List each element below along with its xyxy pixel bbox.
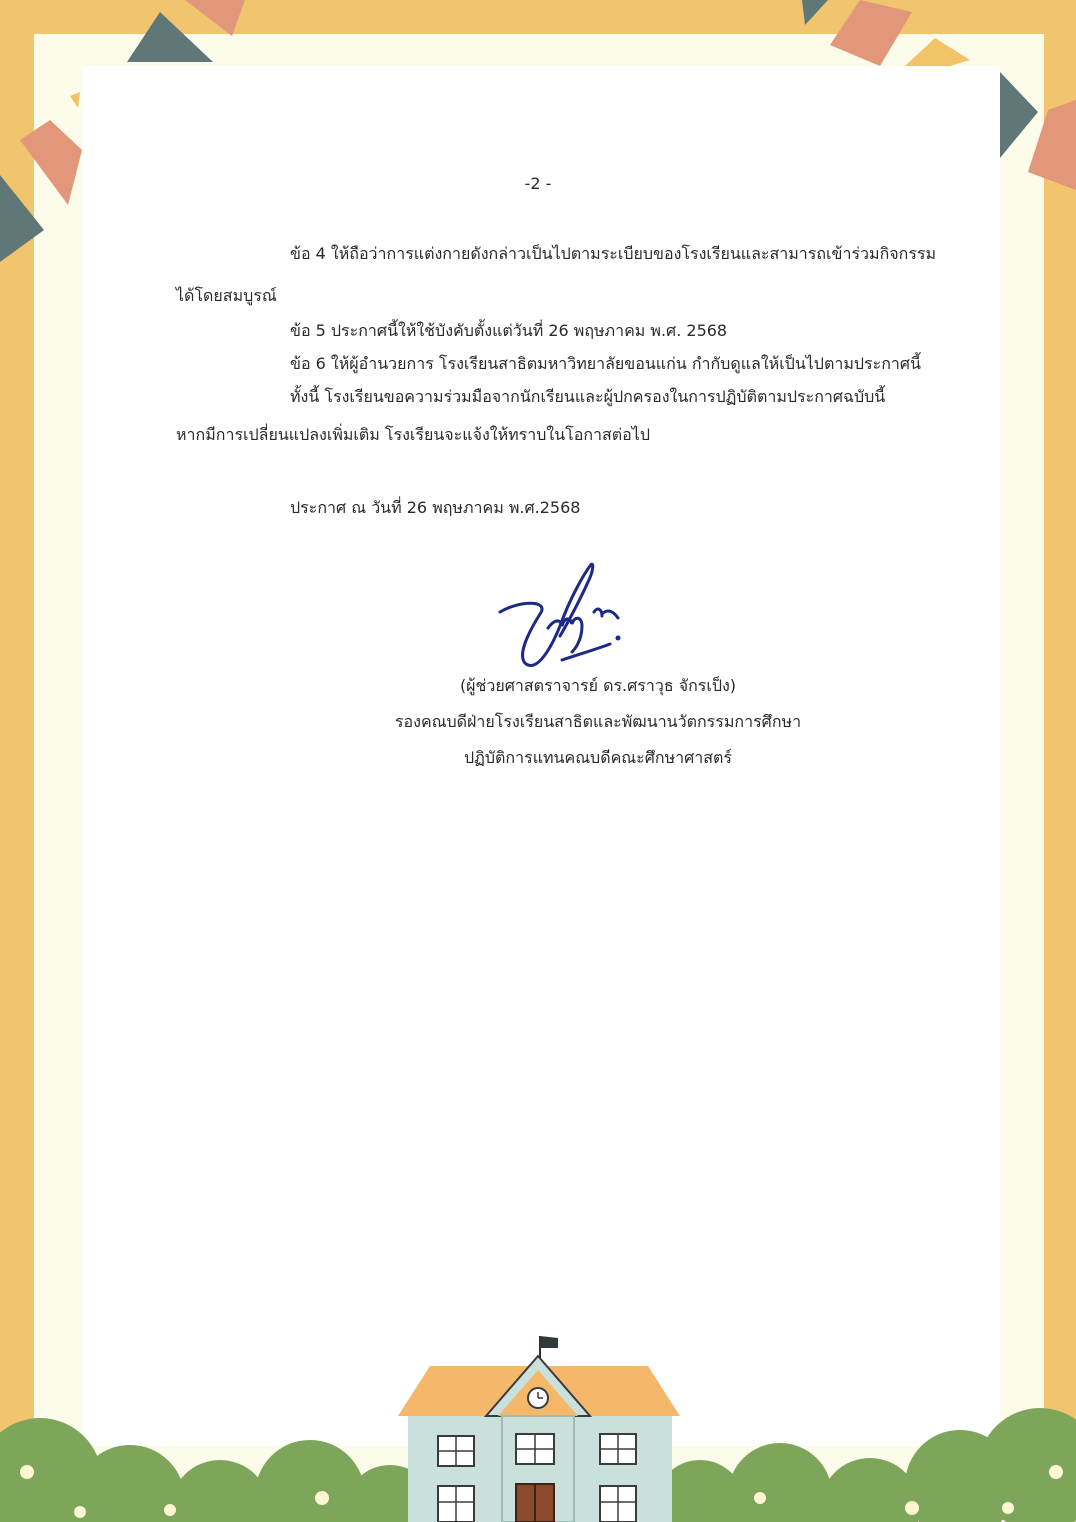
paragraph-changes: หากมีการเปลี่ยนแปลงเพิ่มเติม โรงเรียนจะแจ้งให้ทราบในโอกาสต่อไป bbox=[176, 425, 650, 444]
signer-name: (ผู้ช่วยศาสตราจารย์ ดร.ศราวุธ จักรเป็ง) bbox=[459, 676, 737, 695]
signature bbox=[490, 556, 640, 674]
signer-position-2: ปฏิบัติการแทนคณบดีคณะศึกษาศาสตร์ bbox=[463, 748, 732, 767]
paragraph-clause-4: ข้อ 4 ให้ถือว่าการแต่งกายดังกล่าวเป็นไปตามระเบียบของโรงเรียนและสามารถเข้าร่วมกิจกรรม bbox=[290, 244, 937, 263]
paragraph-clause-6: ข้อ 6 ให้ผู้อำนวยการ โรงเรียนสาธิตมหาวิทยาลัยขอนแก่น กำกับดูแลให้เป็นไปตามประกาศนี้ bbox=[290, 354, 921, 373]
page-number: -2 - bbox=[524, 174, 552, 193]
signer-position-1: รองคณบดีฝ่ายโรงเรียนสาธิตและพัฒนานวัตกรรมการศึกษา bbox=[394, 712, 802, 731]
announcement-date: ประกาศ ณ วันที่ 26 พฤษภาคม พ.ศ.2568 bbox=[290, 498, 581, 517]
paragraph-cooperation: ทั้งนี้ โรงเรียนขอความร่วมมือจากนักเรียนและผู้ปกครองในการปฏิบัติตามประกาศฉบับนี้ bbox=[290, 387, 886, 406]
paragraph-clause-4-cont: ได้โดยสมบูรณ์ bbox=[176, 286, 277, 305]
paragraph-clause-5: ข้อ 5 ประกาศนี้ให้ใช้บังคับตั้งแต่วันที่ 26 พฤษภาคม พ.ศ. 2568 bbox=[290, 321, 728, 340]
